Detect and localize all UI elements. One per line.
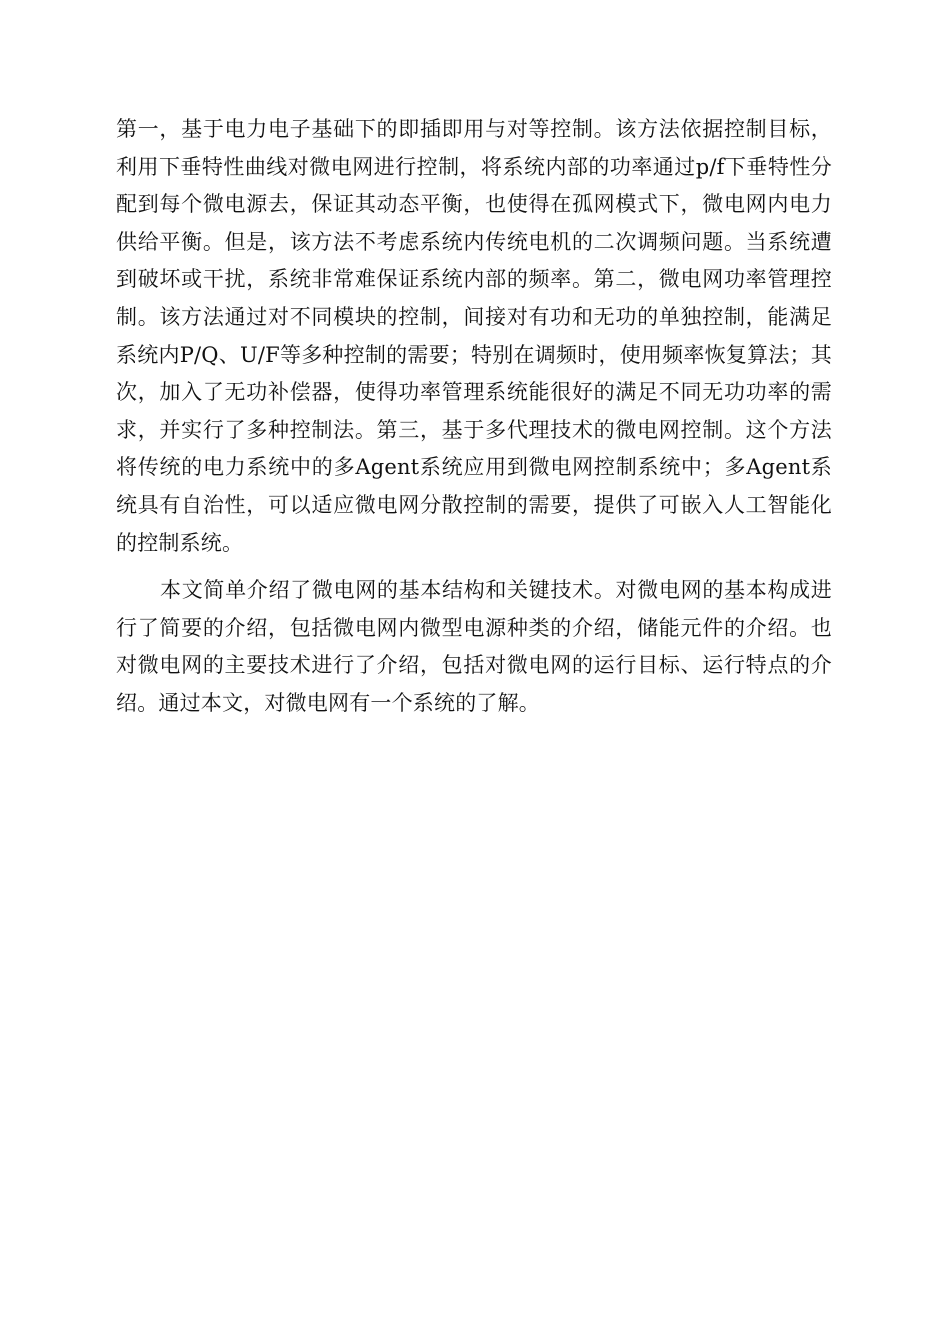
paragraph-summary: 本文简单介绍了微电网的基本结构和关键技术。对微电网的基本构成进行了简要的介绍，包括微电网内微型电源种类的介绍，储能元件的介绍。也对微电网的主要技术进行了介绍，包括对微电网的运行目标、运行特点的介绍。通过本文，对微电网有一个系统的了解。	[116, 578, 832, 715]
paragraph-control-methods: 第一，基于电力电子基础下的即插即用与对等控制。该方法依据控制目标，利用下垂特性曲线对微电网进行控制，将系统内部的功率通过p/f下垂特性分配到每个微电源去，保证其动态平衡，也使得在孤网模式下，微电网内电力供给平衡。但是，该方法不考虑系统内传统电机的二次调频问题。当系统遭到破坏或干扰，系统非常难保证系统内部的频率。第二，微电网功率管理控制。该方法通过对不同模块的控制，间接对有功和无功的单独控制，能满足系统内P/Q、U/F等多种控制的需要；特别在调频时，使用频率恢复算法；其次，加入了无功补偿器，使得功率管理系统能很好的满足不同无功功率的需求，并实行了多种控制法。第三，基于多代理技术的微电网控制。这个方法将传统的电力系统中的多Agent系统应用到微电网控制系统中；多Agent系统具有自治性，可以适应微电网分散控制的需要，提供了可嵌入人工智能化的控制系统。	[116, 117, 832, 555]
document-body	[116, 111, 832, 723]
